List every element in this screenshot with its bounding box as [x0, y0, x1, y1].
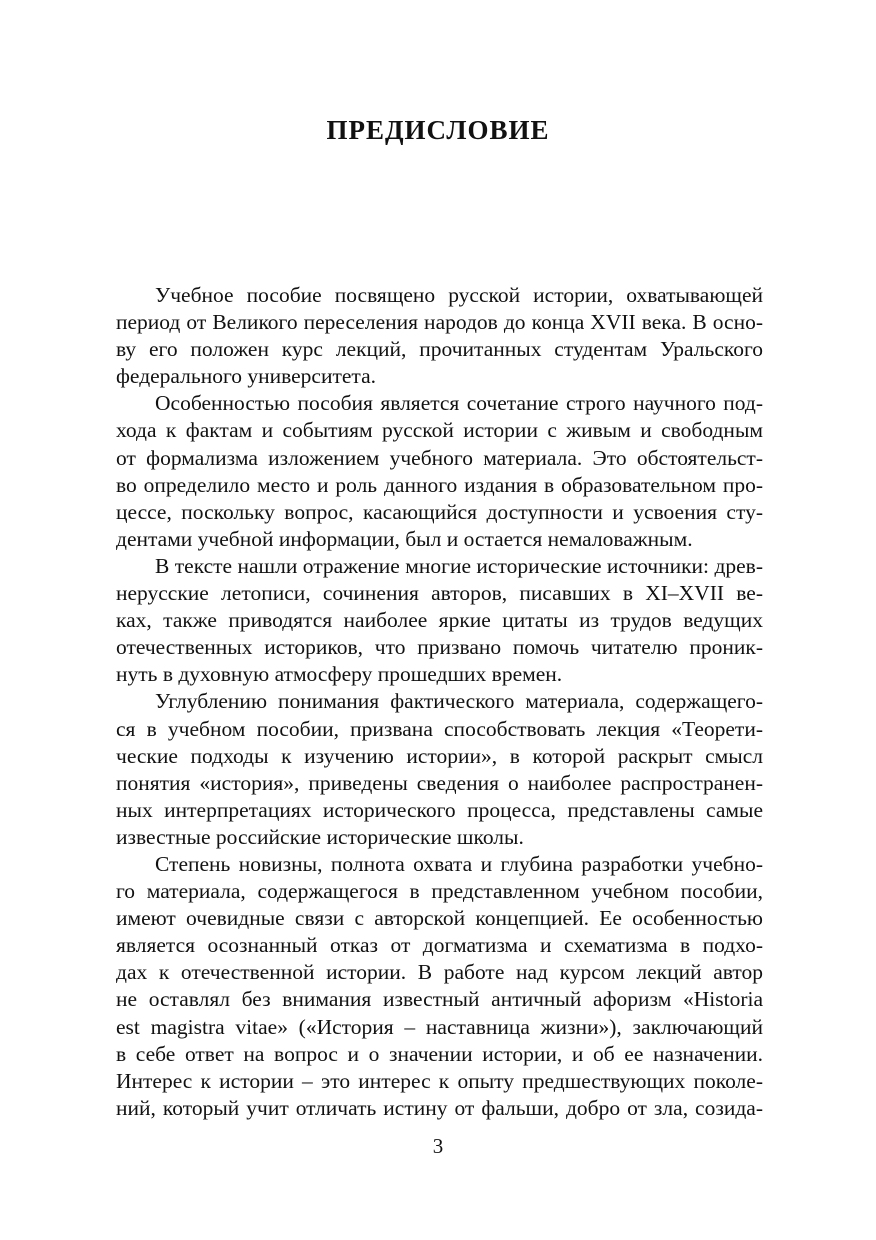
text-line: имеют очевидные связи с авторской концепцией. Ее особенностью — [116, 906, 763, 931]
text-line: в себе ответ на вопрос и о значении истории, и об ее назначении. — [116, 1041, 763, 1066]
text-line: est magistra vitae» («История – наставница жизни»), заключающий — [116, 1014, 763, 1039]
text-line: ний, который учит отличать истину от фальши, добро от зла, созида- — [116, 1095, 763, 1120]
text-line: является осознанный отказ от догматизма и схематизма в подхо- — [116, 933, 763, 958]
text-line: В тексте нашли отражение многие исторические источники: древ- — [155, 553, 763, 578]
text-line: федерального университета. — [116, 364, 376, 389]
text-line: ках, также приводятся наиболее яркие цитаты из трудов ведущих — [116, 608, 763, 633]
text-line: дах к отечественной истории. В работе над курсом лекций автор — [116, 960, 763, 985]
text-line: ческие подходы к изучению истории», в которой раскрыт смысл — [116, 743, 763, 768]
text-line: Особенностью пособия является сочетание строго научного под- — [155, 391, 763, 416]
text-line: дентами учебной информации, был и остается немаловажным. — [116, 526, 693, 551]
text-line: ных интерпретациях исторического процесса, представлены самые — [116, 797, 763, 822]
text-line: не оставлял без внимания известный античный афоризм «Historia — [116, 987, 763, 1012]
text-line: Учебное пособие посвящено русской истории, охватывающей — [155, 283, 763, 307]
text-line: Углублению понимания фактического материала, содержащего- — [155, 689, 763, 714]
text-line: ву его положен курс лекций, прочитанных студентам Уральского — [116, 337, 763, 362]
page-title: ПРЕДИСЛОВИЕ — [326, 115, 550, 145]
text-line: Интерес к истории – это интерес к опыту предшествующих поколе- — [116, 1068, 763, 1093]
text-line: известные российские исторические школы. — [116, 824, 524, 849]
text-line: хода к фактам и событиям русской истории с живым и свободным — [116, 418, 763, 443]
text-line: понятия «история», приведены сведения о наиболее распространен- — [116, 770, 763, 795]
text-line: отечественных историков, что призвано помочь читателю проник- — [116, 635, 763, 660]
text-line: нерусские летописи, сочинения авторов, писавших в XI–XVII ве- — [116, 581, 763, 606]
text-line: от формализма изложением учебного материала. Это обстоятельст- — [116, 445, 763, 470]
page-number: 3 — [432, 1134, 444, 1158]
body-text — [116, 282, 763, 1122]
text-line: во определило место и роль данного издания в образовательном про- — [116, 472, 763, 497]
text-line: нуть в духовную атмосферу прошедших времен. — [116, 662, 563, 687]
text-line: го материала, содержащегося в представленном учебном пособии, — [116, 879, 763, 904]
text-line: период от Великого переселения народов до конца XVII века. В осно- — [116, 310, 763, 335]
text-line: ся в учебном пособии, призвана способствовать лекция «Теорети- — [116, 716, 763, 741]
text-line: Степень новизны, полнота охвата и глубина разработки учебно- — [155, 851, 763, 876]
text-line: цессе, поскольку вопрос, касающийся доступности и усвоения сту- — [116, 499, 763, 524]
